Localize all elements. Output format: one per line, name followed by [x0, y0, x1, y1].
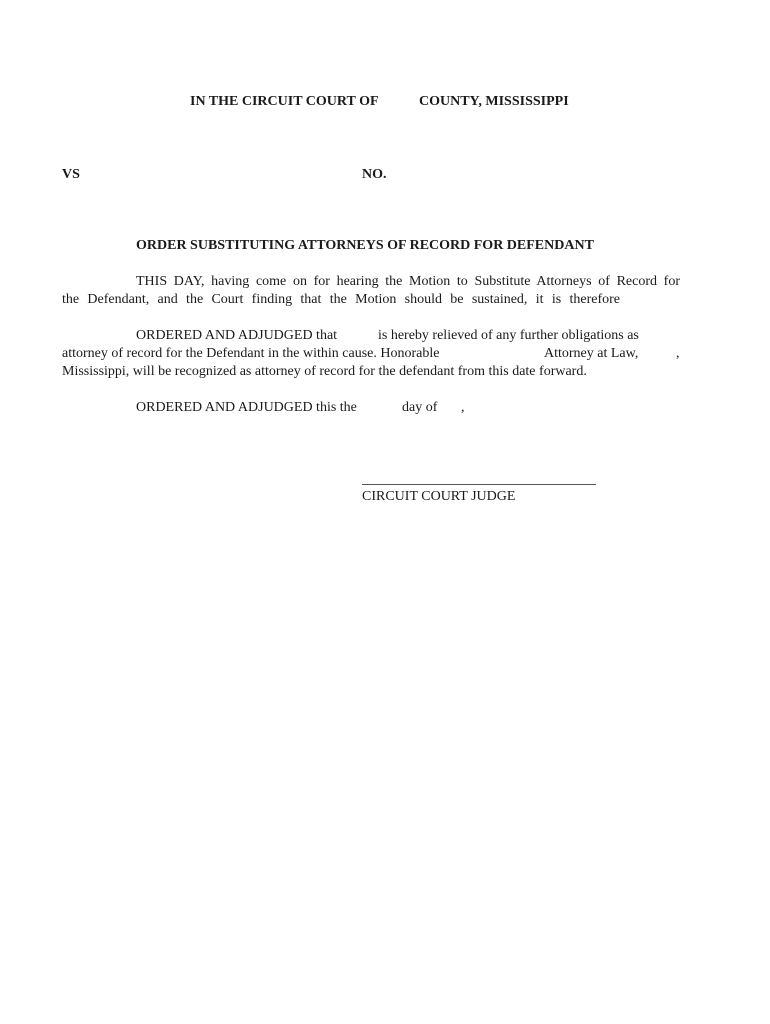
versus-label: VS: [62, 167, 80, 182]
paragraph-3-start: ORDERED AND ADJUDGED this the: [136, 400, 357, 415]
paragraph-3-comma: ,: [461, 400, 465, 415]
paragraph-3-day-of: day of: [402, 400, 438, 415]
paragraph-2-line-1-start: ORDERED AND ADJUDGED that: [136, 328, 338, 343]
paragraph-2-line-3: Mississippi, will be recognized as attorney of record for the defendant from this date forward.: [62, 364, 587, 379]
paragraph-1-line-2: the Defendant, and the Court finding that the Motion should be sustained, it is therefore: [62, 292, 620, 307]
signature-label: CIRCUIT COURT JUDGE: [362, 489, 516, 504]
paragraph-2-line-2-start: attorney of record for the Defendant in the within cause. Honorable: [62, 346, 440, 361]
case-number-label: NO.: [362, 167, 387, 182]
court-heading-right: COUNTY, MISSISSIPPI: [419, 94, 569, 109]
paragraph-2-line-2-middle: Attorney at Law,: [544, 346, 639, 361]
paragraph-2-line-1-end: is hereby relieved of any further obligations as: [378, 328, 639, 343]
signature-line: [362, 484, 596, 485]
paragraph-1-line-1: THIS DAY, having come on for hearing the Motion to Substitute Attorneys of Record for: [136, 274, 680, 289]
court-heading-left: IN THE CIRCUIT COURT OF: [190, 94, 379, 109]
paragraph-2-line-2-comma: ,: [676, 346, 680, 361]
order-title: ORDER SUBSTITUTING ATTORNEYS OF RECORD FOR DEFENDANT: [136, 238, 594, 253]
